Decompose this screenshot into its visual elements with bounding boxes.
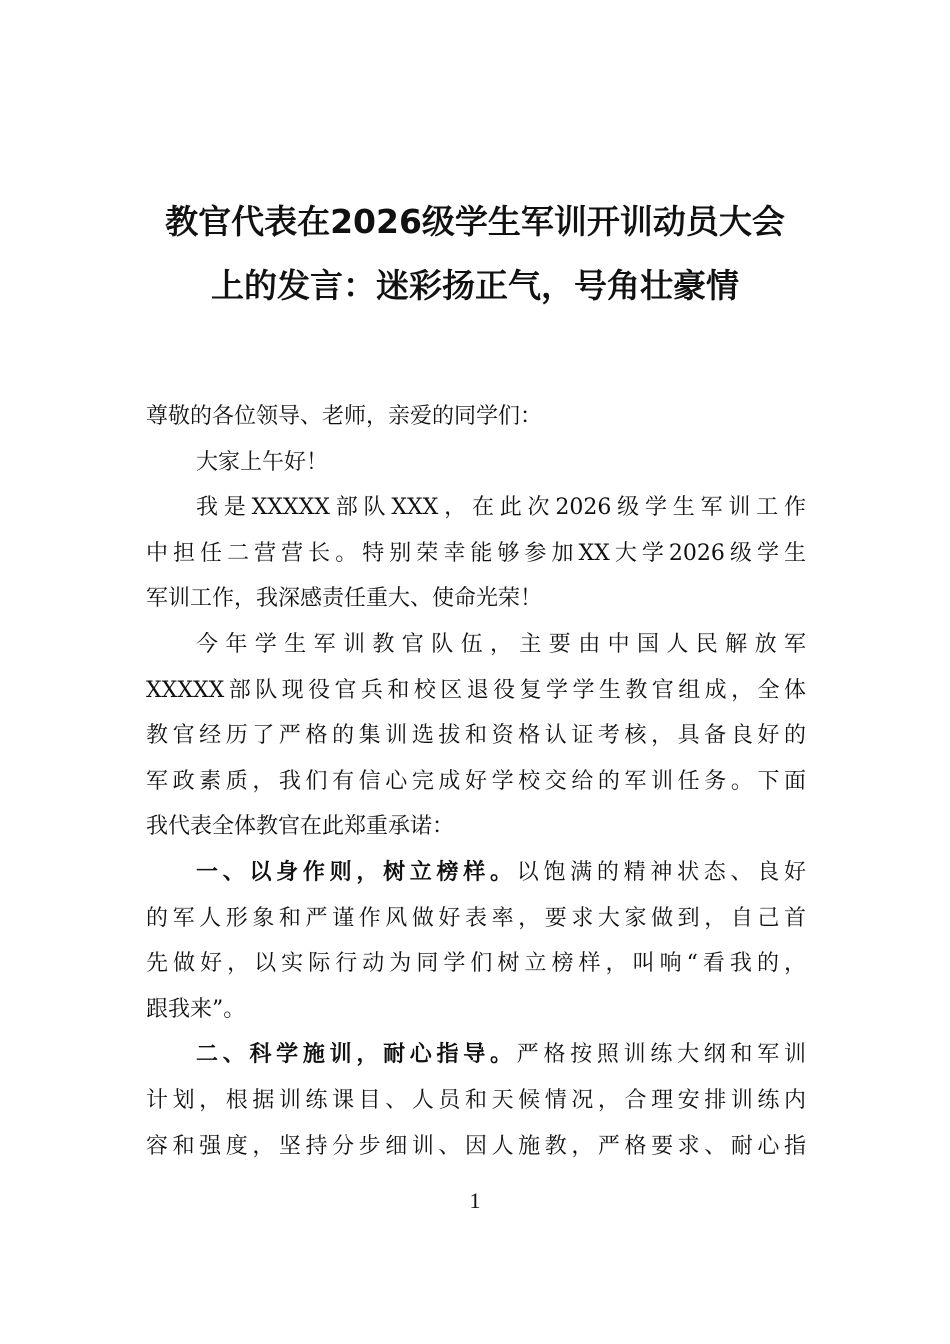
paragraph-1-line-1: 我是XXXXX部队XXX，在此次2026级学生军训工作 (196, 495, 806, 521)
commitment-1-heading: 一、以身作则，树立榜样。 (196, 859, 517, 885)
commitment-2-text: 严格按照训练大纲和军训 (516, 1042, 806, 1068)
paragraph-4-line-3: 容和强度，坚持分步细训、因人施教，严格要求、耐心指 (146, 1133, 806, 1159)
salutation: 尊敬的各位领导、老师，亲爱的同学们： (146, 404, 543, 429)
paragraph-2-line-5: 我代表全体教官在此郑重承诺： (146, 814, 455, 840)
paragraph-3-line-2: 的军人形象和严谨作风做好表率，要求大家做到，自己首 (146, 905, 806, 931)
title-line-2: 上的发言：迷彩扬正气，号角壮豪情 (211, 266, 739, 305)
title-line-1: 教官代表在2026级学生军训开训动员大会 (165, 202, 785, 241)
page-number: 1 (469, 1188, 481, 1213)
paragraph-1-line-3: 军训工作，我深感责任重大、使命光荣！ (146, 586, 543, 612)
greeting-line: 大家上午好！ (196, 449, 329, 475)
paragraph-4-line-2: 计划，根据训练课目、人员和天候情况，合理安排训练内 (146, 1087, 806, 1113)
commitment-1-text: 以饱满的精神状态、良好 (516, 859, 806, 885)
paragraph-2-line-3: 教官经历了严格的集训选拔和资格认证考核，具备良好的 (146, 723, 806, 749)
paragraph-1-line-2: 中担任二营营长。特别荣幸能够参加XX大学2026级学生 (146, 540, 806, 566)
paragraph-4-line-1 (146, 1032, 806, 1078)
speech-body (146, 394, 806, 1169)
paragraph-2-line-2: XXXXX部队现役官兵和校区退役复学学生教官组成，全体 (146, 677, 806, 703)
paragraph-3-line-3: 先做好，以实际行动为同学们树立榜样，叫响“看我的， (146, 951, 806, 977)
paragraph-3-line-4: 跟我来”。 (146, 996, 246, 1022)
document-title (140, 190, 810, 318)
paragraph-3-line-1 (146, 850, 806, 896)
paragraph-2-line-4: 军政素质，我们有信心完成好学校交给的军训任务。下面 (146, 768, 806, 794)
commitment-2-heading: 二、科学施训，耐心指导。 (196, 1042, 517, 1068)
paragraph-2-line-1: 今年学生军训教官队伍，主要由中国人民解放军 (196, 631, 806, 657)
